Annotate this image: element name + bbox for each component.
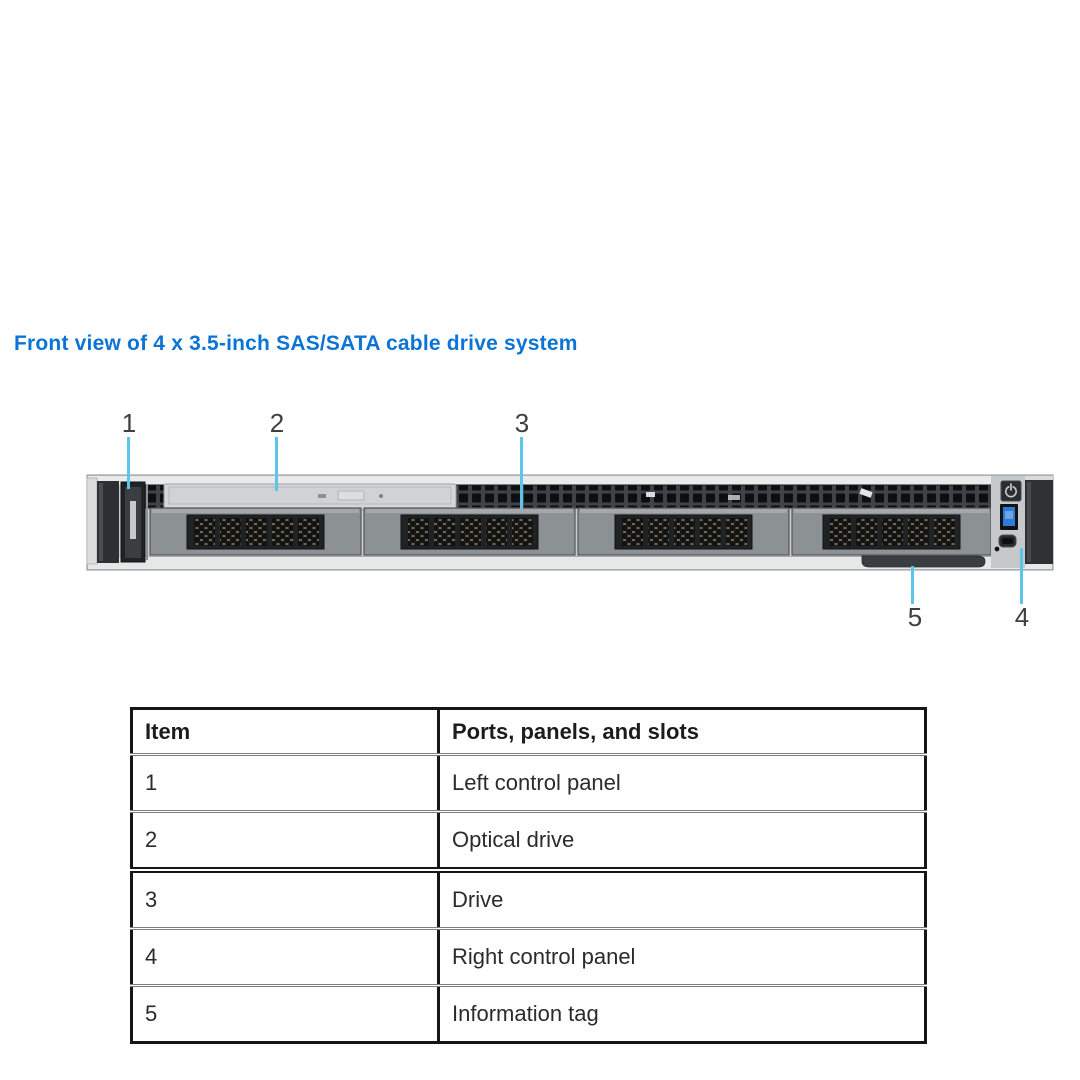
right-rack-ear [1025,476,1053,564]
item-description: Optical drive [439,812,926,871]
left-rack-ear [87,478,119,564]
drive-bay-1 [150,508,361,555]
callout-1: 1 [121,408,137,438]
optical-eject-button [338,491,364,500]
table-row-3 [132,870,926,929]
callout-2: 2 [269,408,285,438]
callout-5: 5 [907,602,923,632]
drive-bay-4 [792,508,991,555]
micro-usb-port [999,535,1016,547]
item-description: Left control panel [452,770,621,795]
table-header-row [132,709,926,755]
optical-drive [164,484,456,510]
item-description: Right control panel [439,929,926,986]
drive-bay-3 [578,508,789,555]
item-number: 1 [132,755,439,812]
item-description: Drive [439,870,926,929]
status-led-bar [130,501,136,539]
usb-port [1000,504,1018,530]
callout-3: 3 [514,408,530,438]
server-front-illustration [80,468,1060,580]
left-control-panel [121,482,148,562]
table-row-1 [132,755,926,812]
callout-1-line [127,437,130,489]
item-number: 2 [132,812,439,871]
callout-4-line [1020,548,1023,604]
ports-panels-slots-table [130,707,927,1044]
figure-title: Front view of 4 x 3.5-inch SAS/SATA cable drive system [14,332,578,355]
item-number: 4 [132,929,439,986]
callout-4: 4 [1014,602,1030,632]
table-row-2 [132,812,926,871]
drive-bays [150,508,991,555]
callout-3-line [520,437,523,509]
drive-bay-2 [364,508,575,555]
column-header-item: Item [132,709,439,755]
status-led-hole [995,547,1000,552]
item-number: 3 [132,870,439,929]
power-button [1001,481,1021,501]
table-row-4 [132,929,926,986]
item-number: 5 [132,986,439,1043]
information-tag [862,556,985,567]
callout-5-line [911,566,914,604]
column-header-description: Ports, panels, and slots [439,709,926,755]
optical-activity-led [379,494,383,498]
table-row-5 [132,986,926,1043]
callout-2-line [275,437,278,491]
item-description: Information tag [439,986,926,1043]
